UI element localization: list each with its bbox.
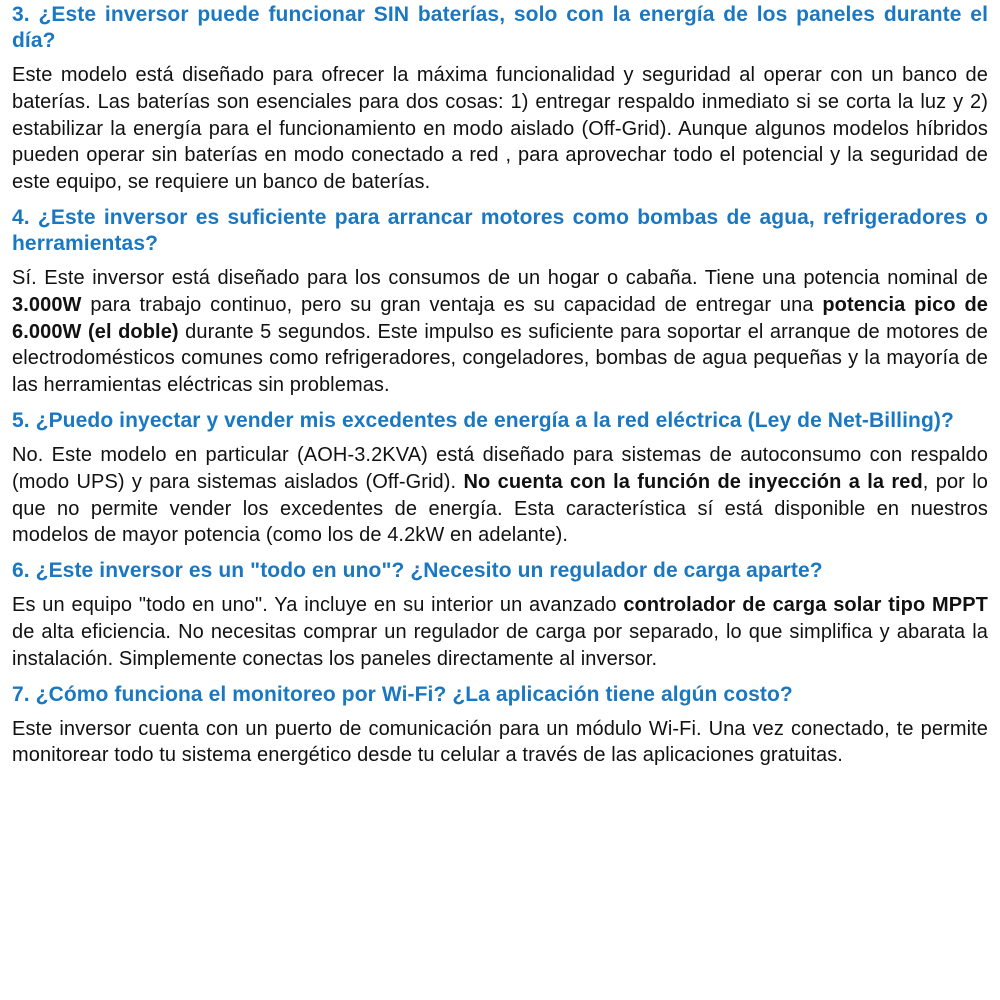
answer-bold-no-injection: No cuenta con la función de inyección a la red xyxy=(463,470,923,493)
answer-text: Sí. Este inversor está diseñado para los consumos de un hogar o cabaña. Tiene una potencia nominal de xyxy=(12,266,988,289)
answer-text: Este modelo está diseñado para ofrecer la máxima funcionalidad y seguridad al operar con un banco de baterías. Las baterías son esenciales para dos cosas: 1) entregar respaldo inmediato si se corta la luz y 2) estabilizar la energía para el funcionamiento en modo aislado (Off-Grid). Aunque algunos modelos híbridos pueden operar sin baterías en modo conectado a red , para aprovechar todo el potencial y la seguridad de este equipo, se requiere un banco de baterías. xyxy=(12,64,988,194)
faq-answer-6 xyxy=(12,592,988,672)
answer-bold-mppt: controlador de carga solar tipo MPPT xyxy=(623,594,988,617)
answer-bold-peak-power: potencia pico de 6.000W (el doble) xyxy=(12,293,988,343)
answer-text: Este inversor cuenta con un puerto de comunicación para un módulo Wi-Fi. Una vez conectado, te permite monitorear todo tu sistema energético desde tu celular a través de las aplicaciones gratuitas. xyxy=(12,717,988,767)
faq-question-3: 3. ¿Este inversor puede funcionar SIN baterías, solo con la energía de los paneles durante el día? xyxy=(12,3,988,52)
answer-text: , por lo que no permite vender los excedentes de energía. Esta característica sí está disponible en nuestros modelos de mayor potencia (como los de 4.2kW en adelante). xyxy=(12,470,988,547)
answer-text: No. Este modelo en particular (AOH-3.2KVA) está diseñado para sistemas de autoconsumo con respaldo (modo UPS) y para sistemas aislados (Off-Grid). xyxy=(12,443,988,493)
faq-answer-4 xyxy=(12,265,988,399)
answer-text: durante 5 segundos. Este impulso es suficiente para soportar el arranque de motores de electrodomésticos comunes como refrigeradores, congeladores, bombas de agua pequeñas y la mayoría de las herramientas eléctricas sin problemas. xyxy=(12,320,988,397)
faq-answer-7 xyxy=(12,716,988,770)
faq-question-5: 5. ¿Puedo inyectar y vender mis excedentes de energía a la red eléctrica (Ley de Net-Billing)? xyxy=(12,408,954,432)
faq-question-7: 7. ¿Cómo funciona el monitoreo por Wi-Fi? ¿La aplicación tiene algún costo? xyxy=(12,682,793,706)
faq-answer-5 xyxy=(12,442,988,549)
faq-question-6: 6. ¿Este inversor es un "todo en uno"? ¿Necesito un regulador de carga aparte? xyxy=(12,559,823,583)
faq-answer-3 xyxy=(12,62,988,196)
faq-question-4: 4. ¿Este inversor es suficiente para arrancar motores como bombas de agua, refrigeradores o herramientas? xyxy=(12,205,988,255)
answer-bold-nominal-power: 3.000W xyxy=(12,293,82,316)
answer-text: de alta eficiencia. No necesitas comprar un regulador de carga por separado, lo que simplifica y abarata la instalación. Simplemente conectas los paneles directamente al inversor. xyxy=(12,620,988,670)
answer-text: para trabajo continuo, pero su gran ventaja es su capacidad de entregar una xyxy=(81,293,823,316)
answer-text: Es un equipo "todo en uno". Ya incluye en su interior un avanzado xyxy=(12,594,624,617)
